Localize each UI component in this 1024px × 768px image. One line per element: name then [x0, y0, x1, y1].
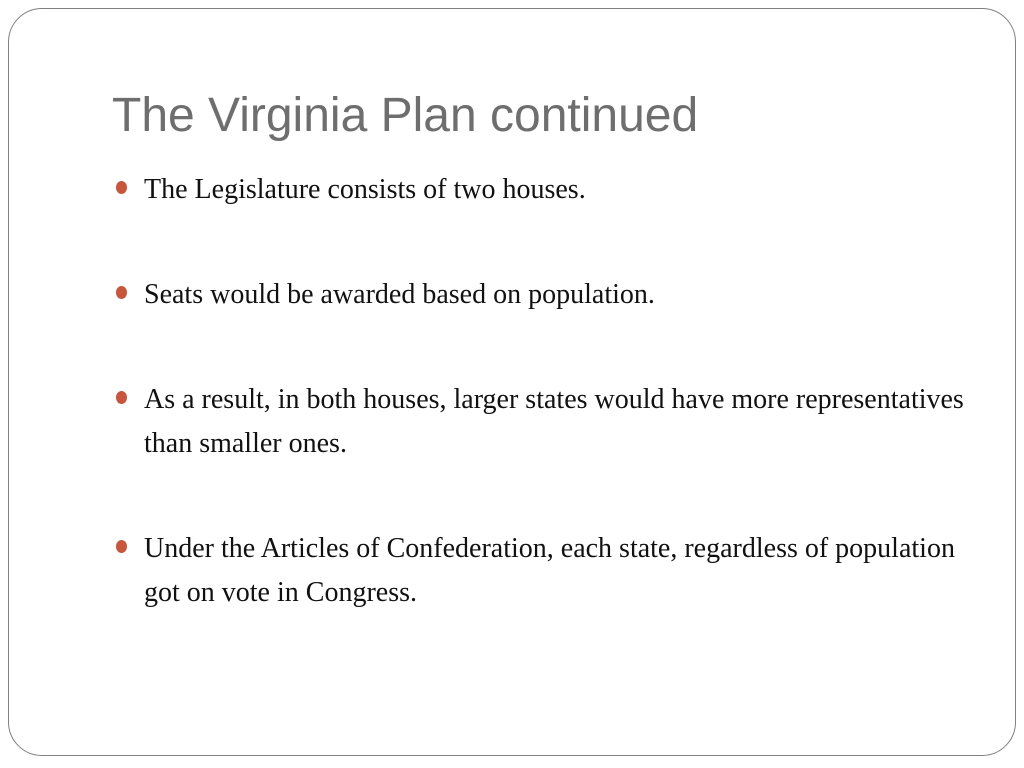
bullet-item-result [112, 378, 972, 466]
bullet-text: Seats would be awarded based on population. [144, 279, 655, 310]
bullet-item-articles [112, 527, 972, 615]
bullet-item-seats [112, 273, 972, 317]
bullet-text: The Legislature consists of two houses. [144, 174, 586, 205]
bullet-icon [116, 391, 127, 404]
bullet-icon [116, 286, 127, 299]
bullet-item-legislature [112, 168, 972, 212]
bullet-text: As a result, in both houses, larger states would have more representatives than smaller ones. [144, 384, 964, 459]
bullet-icon [116, 540, 127, 553]
slide-title: The Virginia Plan continued [112, 89, 699, 142]
bullet-list [112, 168, 972, 615]
bullet-icon [116, 181, 127, 194]
bullet-text: Under the Articles of Confederation, each state, regardless of population got on vote in Congress. [144, 533, 955, 608]
